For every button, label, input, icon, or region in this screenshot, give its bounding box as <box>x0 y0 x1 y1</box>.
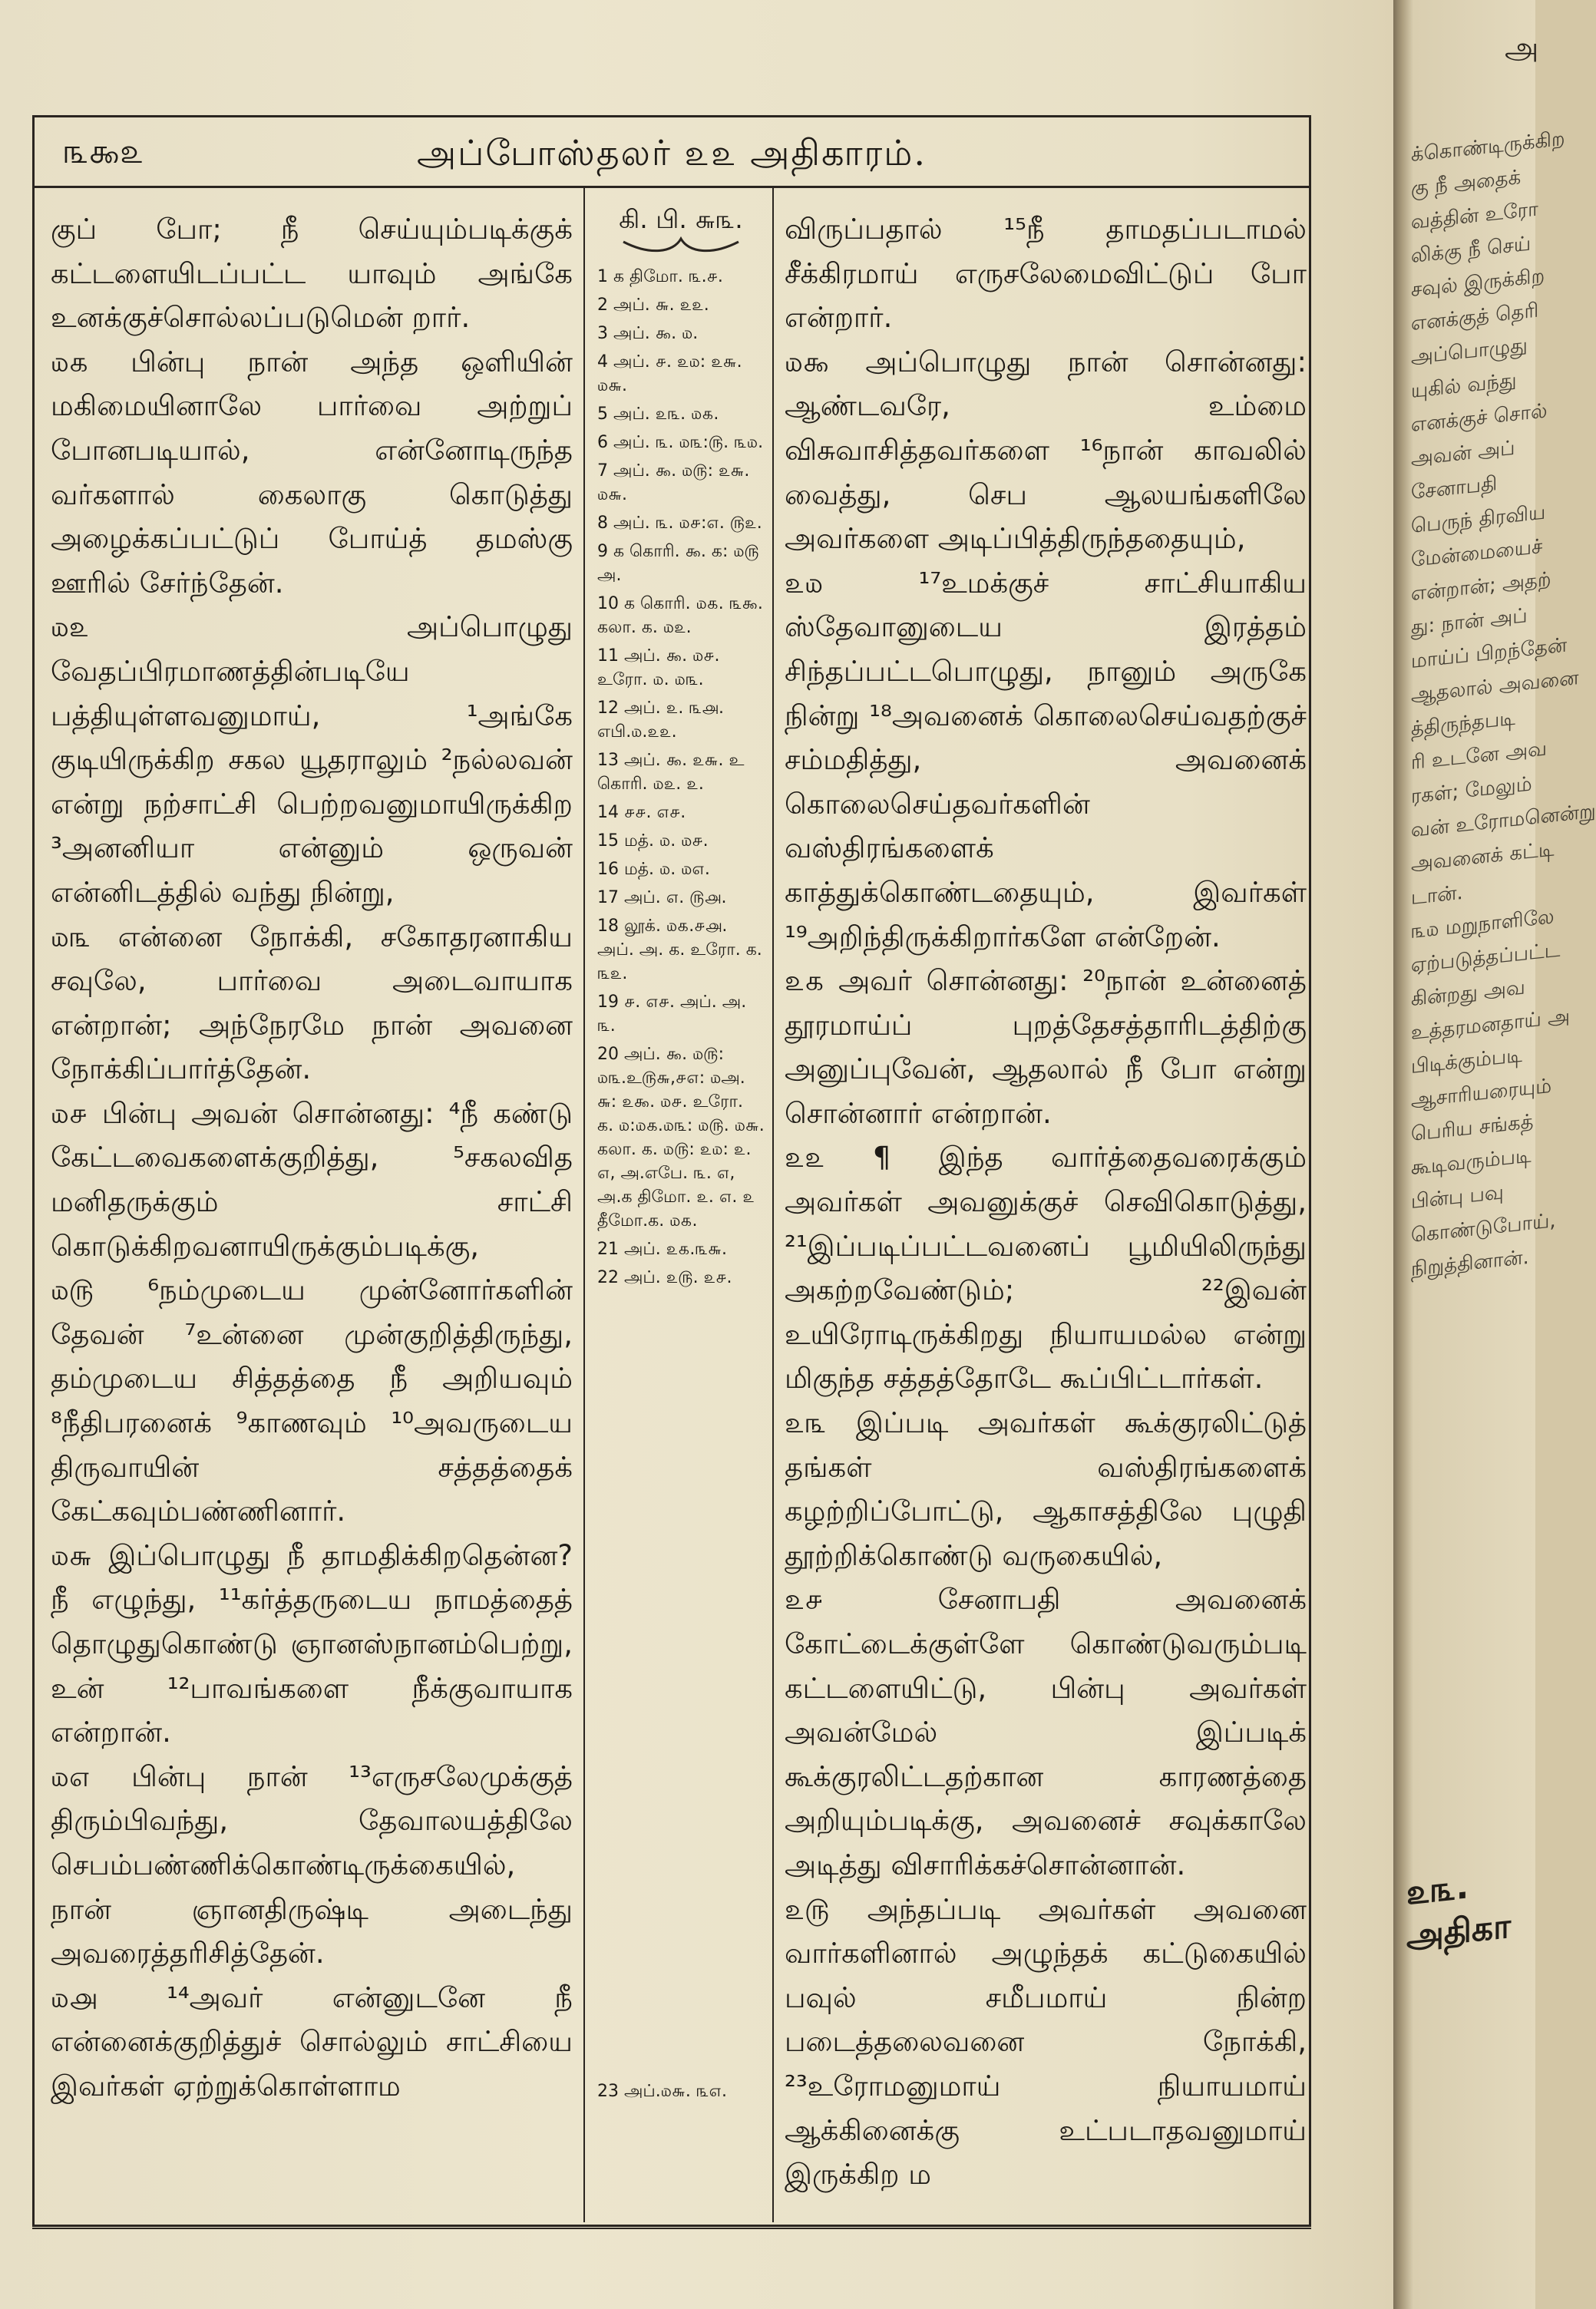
reference-item: 3 அப். ௯. ௰. <box>597 324 699 343</box>
reference-item: 19 ௪. ௭௪. அப். அ. ௩. <box>597 993 747 1036</box>
page-number: ௩௯௨ <box>63 132 144 171</box>
reference-item: 12 அப். ௨. ௩௮. எபி.௰.௨௨. <box>597 699 725 742</box>
next-page-line: க்கொண்டிருக்கிற <box>1411 127 1565 167</box>
verse: குப் போ; நீ செய்யும்படிக்குக் கட்டளையிடப்பட்ட யாவும் அங்கே உனக்குச்சொல்லப்படுமென் றார். <box>51 213 573 335</box>
verse: ௰௬ இப்பொழுது நீ தாமதிக்கிறதென்ன? நீ எழுந்து, ¹¹கர்த்தருடைய நாமத்தைத் தொழுதுகொண்டு ஞானஸ்நானம்பெற்று, உன் ¹²பாவங்களை நீக்குவாயாக என்றான். <box>51 1538 573 1749</box>
next-page-line: கின்றது அவ <box>1411 976 1525 1011</box>
reference-item: 8 அப். ௩. ௰௪:௭. ௫௨. <box>597 514 762 533</box>
next-page-line: ரி உடனே அவ <box>1411 737 1547 775</box>
reference-item: 18 லூக். ௰௧.௪௮. அப். அ. க. உரோ. க. ௩௨. <box>597 917 762 983</box>
verse: ௨௫ அந்தப்படி அவர்கள் அவனை வார்களினால் அழுந்தக் கட்டுகையில் பவுல் சமீபமாய் நின்ற படைத்தலைவனை நோக்கி, ²³உரோமனுமாய் நியாயமாய் ஆக்கினைக்கு உட்படாதவனுமாய் இருக்கிற ம <box>785 1892 1307 2192</box>
next-page-line: ஆசாரியரையும் <box>1411 1074 1552 1112</box>
next-page-line: உத்தரமனதாய் அ <box>1411 1005 1570 1045</box>
verse: ௰௯ அப்பொழுது நான் சொன்னது: ஆண்டவரே, உம்மை விசுவாசித்தவர்களை ¹⁶நான் காவலில் வைத்து, செப ஆலயங்களிலே அவர்களை அடிப்பித்திருந்ததையும், <box>785 345 1307 556</box>
next-page-line: எனக்குத் தெரி <box>1411 299 1539 335</box>
verse: ௰௪ பின்பு அவன் சொன்னது: ⁴நீ கண்டு கேட்டவைகளைக்குறித்து, ⁵சகலவித மனிதருக்கும் சாட்சி கொடுக்கிறவனாயிருக்கும்படிக்கு, <box>51 1096 573 1263</box>
next-page-line: அவன் அப் <box>1411 436 1515 471</box>
next-page-line: அவனைக் கட்டி <box>1411 837 1555 876</box>
reference-item: 21 அப். ௨௧.௩௬. <box>597 1240 727 1259</box>
next-page-line: கு நீ அதைக் <box>1411 165 1522 200</box>
column-rule-left <box>583 188 585 2222</box>
right-text-column <box>785 207 1307 2197</box>
verse: ௨௧ அவர் சொன்னது: ²⁰நான் உன்னைத் தூரமாய்ப் புறத்தேசத்தாரிடத்திற்கு அனுப்புவேன், ஆதலால் நீ போ என்று சொன்னார் என்றான். <box>785 964 1307 1130</box>
reference-item: 13 அப். ௯. ௨௬. உ கொரி. ௰௨. ௨. <box>597 751 745 794</box>
next-page-line: அப்பொழுது <box>1411 334 1528 369</box>
reference-list <box>597 265 765 1290</box>
next-page-line: பெரிய சங்கத் <box>1411 1110 1534 1146</box>
reference-item: 6 அப். ௩. ௰௩:௫. ௩௰. <box>597 433 764 452</box>
reference-item: 16 மத். ௰. ௰௭. <box>597 860 710 879</box>
verse: ௰௩ என்னை நோக்கி, சகோதரனாகிய சவுலே, பார்வை அடைவாயாக என்றான்; அந்நேரமே நான் அவனை நோக்கிப்பார்த்தேன். <box>51 920 573 1086</box>
next-page-line: மாய்ப் பிறந்தேன் <box>1411 633 1568 673</box>
reference-item: 22 அப். ௨௫. ௨௪. <box>597 1268 732 1287</box>
next-page-line: என்றான்; அதற் <box>1411 567 1551 606</box>
reference-item: 1 க திமோ. ௩.௪. <box>597 267 723 286</box>
next-page-line: கொண்டுபோய், <box>1411 1209 1556 1247</box>
bottom-rule <box>32 2228 1311 2229</box>
verse: ௰௧ பின்பு நான் அந்த ஒளியின் மகிமையினாலே பார்வை அற்றுப் போனபடியால், என்னோடிருந்த வர்களால் கைலாகு கொடுத்து அழைக்கப்பட்டுப் போய்த் தமஸ்கு ஊரில் சேர்ந்தேன். <box>51 345 573 600</box>
next-page-chapter-heading: ௨௩. அதிகா <box>1406 1867 1512 1957</box>
reference-item: 17 அப். ௭. ௫௮. <box>597 888 727 907</box>
next-page-line: மேன்மையைச் <box>1411 534 1543 572</box>
next-page-line: ஆதலால் அவனை <box>1411 666 1579 707</box>
running-title: அப்போஸ்தலர் ௨௨ அதிகாரம். <box>417 132 927 173</box>
era-heading: கி. பி. ௬௩. <box>619 204 743 234</box>
verse: ௨௰ ¹⁷உமக்குச் சாட்சியாகிய ஸ்தேவானுடைய இரத்தம் சிந்தப்பட்டபொழுது, நானும் அருகே நின்று ¹⁸அவனைக் கொலைசெய்வதற்குச் சம்மதித்து, அவனைக் கொலைசெய்தவர்களின் வஸ்திரங்களைக் காத்துக்கொண்டதையும், இவர்கள் ¹⁹அறிந்திருக்கிறார்களே என்றேன். <box>785 566 1307 953</box>
verse: ௨௨ ¶ இந்த வார்த்தைவரைக்கும் அவர்கள் அவனுக்குச் செவிகொடுத்து, ²¹இப்படிப்பட்டவனைப் பூமியிலிருந்து அகற்றவேண்டும்; ²²இவன் உயிரோடிருக்கிறது நியாயமல்ல என்று மிகுந்த சத்தத்தோடே கூப்பிட்டார்கள். <box>785 1141 1307 1396</box>
page-header <box>32 115 1311 188</box>
reference-item: 7 அப். ௯. ௰௫: ௨௬. ௰௬. <box>597 461 750 504</box>
verse: விருப்பதால் ¹⁵நீ தாமதப்படாமல் சீக்கிரமாய் எருசலேமைவிட்டுப் போ என்றார். <box>785 213 1307 335</box>
next-page-line: டான். <box>1411 880 1463 910</box>
reference-item: 20 அப். ௯. ௰௫: ௰௩.உ௫௬,௪௭: ௰அ. ௬: ௨௯. ௰௪. உரோ. க. ௰:௰௧.௰௩: ௰௫. ௰௬. கலா. க. ௰௫: ௨௰: ௨. ௭, அ.எபே. ௩. ௭, அ.க திமோ. ௨. ௭. ௨ தீமோ.க. ௰௧. <box>597 1045 765 1230</box>
next-page-corner-text: அ <box>1505 31 1539 66</box>
reference-item: 14 ௪௪. ௭௪. <box>597 803 686 822</box>
reference-item: 15 மத். ௰. ௰௪. <box>597 831 709 851</box>
reference-item: 4 அப். ௪. ௨௰: ௨௬. ௰௬. <box>597 352 742 395</box>
verse: ௰௨ அப்பொழுது வேதப்பிரமாணத்தின்படியே பத்தியுள்ளவனுமாய், ¹அங்கே குடியிருக்கிற சகல யூதராலும் ²நல்லவன் என்று நற்சாட்சி பெற்றவனுமாயிருக்கிற ³அனனியா என்னும் ஒருவன் என்னிடத்தில் வந்து நின்று, <box>51 610 573 909</box>
next-page-line: சேனாபதி <box>1411 472 1498 504</box>
reference-item: 9 க கொரி. ௯. க: ௰௫ அ. <box>597 542 759 585</box>
next-page-line: வத்தின் உரோ <box>1411 197 1538 234</box>
next-page-line: ௩௰ மறுநாளிலே <box>1411 905 1555 943</box>
cross-reference-column <box>597 204 765 1294</box>
reference-item-bottom: 23 அப்.௰௬. ௩௭. <box>597 2082 728 2101</box>
next-page-line: ஏற்படுத்தப்பட்ட <box>1411 938 1561 977</box>
next-page-line: பின்பு பவு <box>1411 1181 1504 1214</box>
next-page-line: ரகள்; மேலும் <box>1411 772 1532 808</box>
next-page-line: எனக்குச் சொல் <box>1411 399 1548 437</box>
verse: ௰௭ பின்பு நான் ¹³எருசலேமுக்குத் திரும்பிவந்து, தேவாலயத்திலே செபம்பண்ணிக்கொண்டிருக்கையில், நான் ஞானதிருஷ்டி அடைந்து அவரைத்தரிசித்தேன். <box>51 1759 573 1970</box>
verse: ௨௪ சேனாபதி அவனைக் கோட்டைக்குள்ளே கொண்டுவரும்படி கட்டளையிட்டு, பின்பு அவர்கள் அவன்மேல் இப்படிக் கூக்குரலிட்டதற்கான காரணத்தை அறியும்படிக்கு, அவனைச் சவுக்காலே அடித்து விசாரிக்கச்சொன்னான். <box>785 1583 1307 1881</box>
next-page-line: லிக்கு நீ செய் <box>1411 232 1532 268</box>
next-page-line: சவுல் இருக்கிற <box>1411 264 1545 302</box>
reference-item: 10 க கொரி. ௰௧. ௩௯. கலா. க. ௰௨. <box>597 594 763 637</box>
verse: ௰௮ ¹⁴அவர் என்னுடனே நீ என்னைக்குறித்துச் சொல்லும் சாட்சியை இவர்கள் ஏற்றுக்கொள்ளாம <box>51 1980 573 2103</box>
column-rule-right <box>772 188 774 2222</box>
reference-item: 2 அப். ௬. ௨௨. <box>597 296 709 315</box>
next-page-line: த்திருந்தபடி <box>1411 706 1515 741</box>
next-page-line: து: நான் அப் <box>1411 604 1528 639</box>
next-page-line: பெருந் திரவிய <box>1411 500 1546 538</box>
reference-item: 5 அப். ௨௩. ௰௧. <box>597 405 719 424</box>
next-page-line: நிறுத்தினான். <box>1411 1245 1529 1281</box>
flourish-ornament <box>620 236 742 256</box>
reference-item: 11 அப். ௯. ௰௪. உரோ. ௰. ௰௩. <box>597 646 720 689</box>
verse: ௨௩ இப்படி அவர்கள் கூக்குரலிட்டுத் தங்கள் வஸ்திரங்களைக் கழற்றிப்போட்டு, ஆகாசத்திலே புழுதி தூற்றிக்கொண்டு வருகையில், <box>785 1406 1307 1572</box>
next-page-line: வன் உரோமனென்று <box>1411 799 1596 842</box>
next-page-line: பிடிக்கும்படி <box>1411 1043 1522 1079</box>
left-text-column <box>51 207 573 2109</box>
verse: ௰௫ ⁶நம்முடைய முன்னோர்களின் தேவன் ⁷உன்னை முன்குறித்திருந்து, தம்முடைய சித்தத்தை நீ அறியவும் ⁸நீதிபரனைக் ⁹காணவும் ¹⁰அவருடைய திருவாயின் சத்தத்தைக் கேட்கவும்பண்ணினார். <box>51 1273 573 1528</box>
next-page-line: கூடிவரும்படி <box>1411 1144 1532 1180</box>
next-page-text <box>1411 0 1596 2309</box>
next-page-line: யுகில் வந்து <box>1411 368 1517 403</box>
